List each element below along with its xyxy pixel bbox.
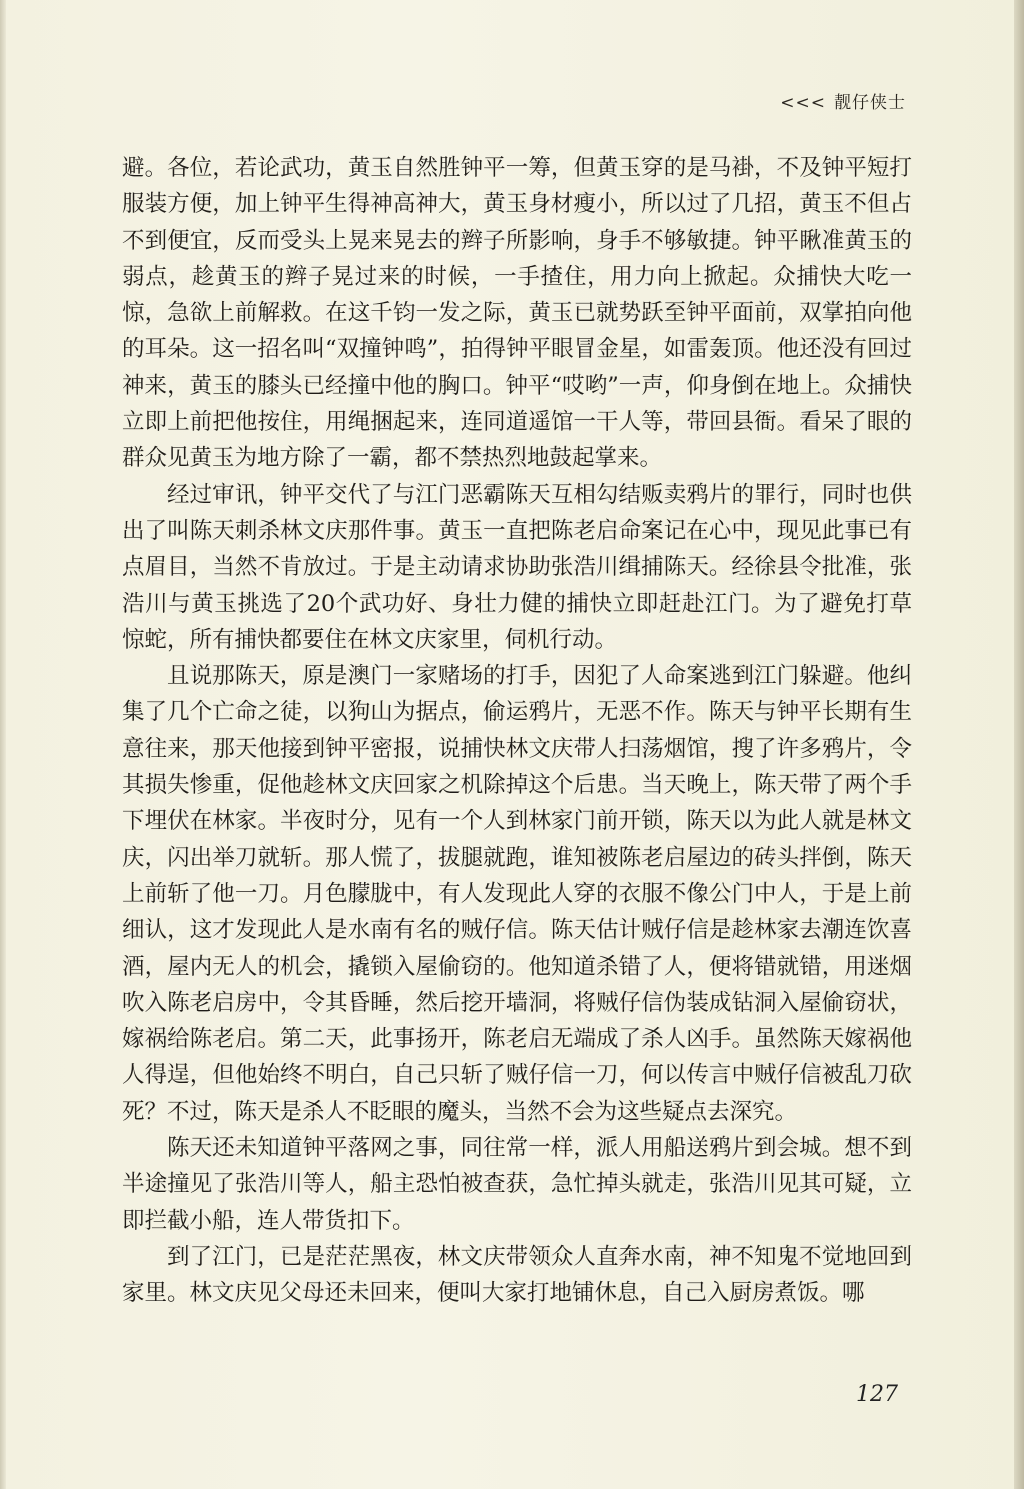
page-left-edge <box>0 0 6 1489</box>
header-arrows: <<< <box>780 93 826 113</box>
page-right-edge <box>1014 0 1024 1489</box>
paragraph: 且说那陈天，原是澳门一家赌场的打手，因犯了人命案逃到江门躲避。他纠集了几个亡命之徒，以狗山为据点，偷运鸦片，无恶不作。陈天与钟平长期有生意往来，那天他接到钟平密报，说捕快林文庆带人扫荡烟馆，搜了许多鸦片，令其损失惨重，促他趁林文庆回家之机除掉这个后患。当天晚上，陈天带了两个手下埋伏在林家。半夜时分，见有一个人到林家门前开锁，陈天以为此人就是林文庆，闪出举刀就斩。那人慌了，拔腿就跑，谁知被陈老启屋边的砖头拌倒，陈天上前斩了他一刀。月色朦胧中，有人发现此人穿的衣服不像公门中人，于是上前细认，这才发现此人是水南有名的贼仔信。陈天估计贼仔信是趁林家去潮连饮喜酒，屋内无人的机会，撬锁入屋偷窃的。他知道杀错了人，便将错就错，用迷烟吹入陈老启房中，令其昏睡，然后挖开墙洞，将贼仔信伪装成钻洞入屋偷窃状，嫁祸给陈老启。第二天，此事扬开，陈老启无端成了杀人凶手。虽然陈天嫁祸他人得逞，但他始终不明白，自己只斩了贼仔信一刀，何以传言中贼仔信被乱刀砍死？不过，陈天是杀人不眨眼的魔头，当然不会为这些疑点去深究。 <box>122 663 912 1125</box>
paragraph: 到了江门，已是茫茫黑夜，林文庆带领众人直奔水南，神不知鬼不觉地回到家里。林文庆见父母还未回来，便叫大家打地铺休息，自己入厨房煮饭。哪 <box>122 1243 912 1307</box>
paragraph: 陈天还未知道钟平落网之事，同往常一样，派人用船送鸦片到会城。想不到半途撞见了张浩川等人，船主恐怕被查获，急忙掉头就走，张浩川见其可疑，立即拦截小船，连人带货扣下。 <box>122 1135 912 1234</box>
paragraph-continued: 避。各位，若论武功，黄玉自然胜钟平一筹，但黄玉穿的是马褂，不及钟平短打服装方便，加上钟平生得神高神大，黄玉身材瘦小，所以过了几招，黄玉不但占不到便宜，反而受头上晃来晃去的辫子所影响，身手不够敏捷。钟平瞅准黄玉的弱点，趁黄玉的辫子晃过来的时候，一手揸住，用力向上掀起。众捕快大吃一惊，急欲上前解救。在这千钧一发之际，黄玉已就势跃至钟平面前，双掌拍向他的耳朵。这一招名叫“双撞钟鸣”，拍得钟平眼冒金星，如雷轰顶。他还没有回过神来，黄玉的膝头已经撞中他的胸口。钟平“哎哟”一声，仰身倒在地上。众捕快立即上前把他按住，用绳捆起来，连同道遥馆一干人等，带回县衙。看呆了眼的群众见黄玉为地方除了一霸，都不禁热烈地鼓起掌来。 <box>122 155 912 472</box>
body-text <box>122 150 912 1312</box>
page-number: 127 <box>856 1382 898 1407</box>
running-header <box>780 88 906 113</box>
chapter-title: 靓仔侠士 <box>834 93 906 113</box>
paragraph: 经过审讯，钟平交代了与江门恶霸陈天互相勾结贩卖鸦片的罪行，同时也供出了叫陈天刺杀林文庆那件事。黄玉一直把陈老启命案记在心中，现见此事已有点眉目，当然不肯放过。于是主动请求协助张浩川缉捕陈天。经徐县令批准，张浩川与黄玉挑选了20个武功好、身壮力健的捕快立即赶赴江门。为了避免打草惊蛇，所有捕快都要住在林文庆家里，伺机行动。 <box>122 481 912 653</box>
